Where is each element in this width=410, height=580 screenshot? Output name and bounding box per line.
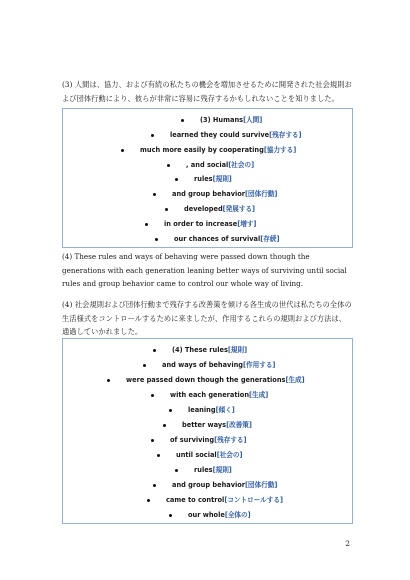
vocab-gloss: [規則]: [227, 346, 248, 354]
vocab-gloss: [増す]: [237, 220, 257, 228]
vocab-gloss: [コントロールする]: [224, 496, 283, 504]
vocab-english: rules: [194, 466, 213, 474]
bullet-icon: [151, 394, 154, 397]
vocab-gloss: [団体行動]: [245, 190, 278, 198]
vocab-gloss: [存続]: [260, 235, 280, 243]
bullet-icon: [153, 349, 156, 352]
vocab-english: much more easily by cooperating: [140, 146, 264, 154]
vocab-gloss: [生成]: [249, 391, 269, 399]
paragraph-4-japanese: (4) 社会規則および団体行動まで残存する改善策を傾ける各生成の世代は私たちの全体の生活様式をコントロールするために来ましたが、作用するこれらの規則および方法は、通過していかれました。: [62, 300, 352, 336]
vocab-english: were passed down though the generations: [126, 376, 286, 384]
bullet-icon: [155, 238, 158, 241]
vocab-english: developed: [184, 205, 223, 213]
vocab-item: [147, 494, 283, 504]
vocab-english: in order to increase: [164, 220, 238, 228]
bullet-icon: [107, 379, 110, 382]
bullet-icon: [153, 484, 156, 487]
vocab-item: [151, 434, 247, 444]
vocab-item: [167, 159, 254, 169]
bullet-icon: [145, 223, 148, 226]
vocab-item: [153, 344, 247, 354]
vocab-english: our chances of survival: [174, 235, 261, 243]
vocab-gloss: [作用する]: [243, 361, 276, 369]
bullet-icon: [165, 208, 168, 211]
paragraph-4-english: (4) These rules and ways of behaving were passed down though the generations with each generation leaning better ways of surviving until social rules and group behavior came to control our whole way of living.: [62, 252, 347, 288]
vocab-item: [145, 218, 256, 228]
vocab-box-4: [62, 338, 353, 524]
vocab-gloss: [傾く]: [215, 406, 235, 414]
vocab-item: [153, 479, 277, 489]
vocab-english: came to control: [166, 496, 225, 504]
vocab-item: [153, 188, 277, 198]
bullet-icon: [151, 439, 154, 442]
vocab-item: [151, 389, 268, 399]
vocab-english: rules: [194, 175, 213, 183]
vocab-english: of surviving: [170, 436, 215, 444]
vocab-english: better ways: [182, 421, 227, 429]
vocab-item: [165, 203, 255, 213]
vocab-gloss: [残存する]: [269, 131, 302, 139]
vocab-item: [121, 144, 296, 154]
vocab-gloss: [社会の]: [216, 451, 243, 459]
vocab-english: our whole: [188, 511, 225, 519]
vocab-english: learned they could survive: [170, 131, 270, 139]
bullet-icon: [151, 134, 154, 137]
bullet-icon: [153, 193, 156, 196]
vocab-english: and group behavior: [172, 481, 246, 489]
bullet-icon: [169, 514, 172, 517]
vocab-gloss: [規則]: [212, 175, 232, 183]
vocab-english: and ways of behaving: [162, 361, 244, 369]
vocab-english: and group behavior: [172, 190, 246, 198]
vocab-item: [169, 404, 235, 414]
bullet-icon: [169, 409, 172, 412]
vocab-item: [169, 509, 251, 519]
vocab-item: [107, 374, 305, 384]
vocab-gloss: [団体行動]: [245, 481, 278, 489]
vocab-item: [157, 449, 243, 459]
vocab-english: until social: [176, 451, 217, 459]
paragraph-3-japanese: (3) 人間は、協力、および有続の私たちの機会を増加させるために開発された社会規則および団体行動により、彼らが非常に容易に残存するかもしれないことを知りました。: [62, 80, 352, 103]
bullet-icon: [181, 119, 184, 122]
bullet-icon: [175, 469, 178, 472]
page-number: 2: [345, 539, 350, 548]
vocab-english: , and social: [186, 161, 229, 169]
vocab-item: [181, 114, 262, 124]
vocab-english: with each generation: [170, 391, 250, 399]
vocab-item: [155, 233, 279, 243]
vocab-item: [175, 464, 232, 474]
vocab-gloss: [発展する]: [222, 205, 256, 213]
bullet-icon: [121, 149, 124, 152]
bullet-icon: [163, 424, 166, 427]
vocab-item: [163, 419, 252, 429]
vocab-english: (3) Humans: [200, 116, 244, 124]
vocab-gloss: [協力する]: [263, 146, 297, 154]
bullet-icon: [157, 454, 160, 457]
vocab-gloss: [改善策]: [226, 421, 252, 429]
vocab-gloss: [全体の]: [224, 511, 251, 519]
vocab-gloss: [人間]: [243, 116, 263, 124]
vocab-english: leaning: [188, 406, 216, 414]
bullet-icon: [143, 364, 146, 367]
vocab-gloss: [残存する]: [214, 436, 247, 444]
bullet-icon: [167, 164, 170, 167]
vocab-item: [151, 129, 302, 139]
vocab-item: [143, 359, 275, 369]
vocab-gloss: [社会の]: [228, 161, 255, 169]
vocab-box-3: [62, 108, 353, 248]
vocab-english: (4) These rules: [172, 346, 228, 354]
bullet-icon: [175, 178, 178, 181]
vocab-item: [175, 173, 232, 183]
vocab-gloss: [生成]: [285, 376, 305, 384]
vocab-gloss: [規則]: [212, 466, 232, 474]
bullet-icon: [147, 499, 150, 502]
